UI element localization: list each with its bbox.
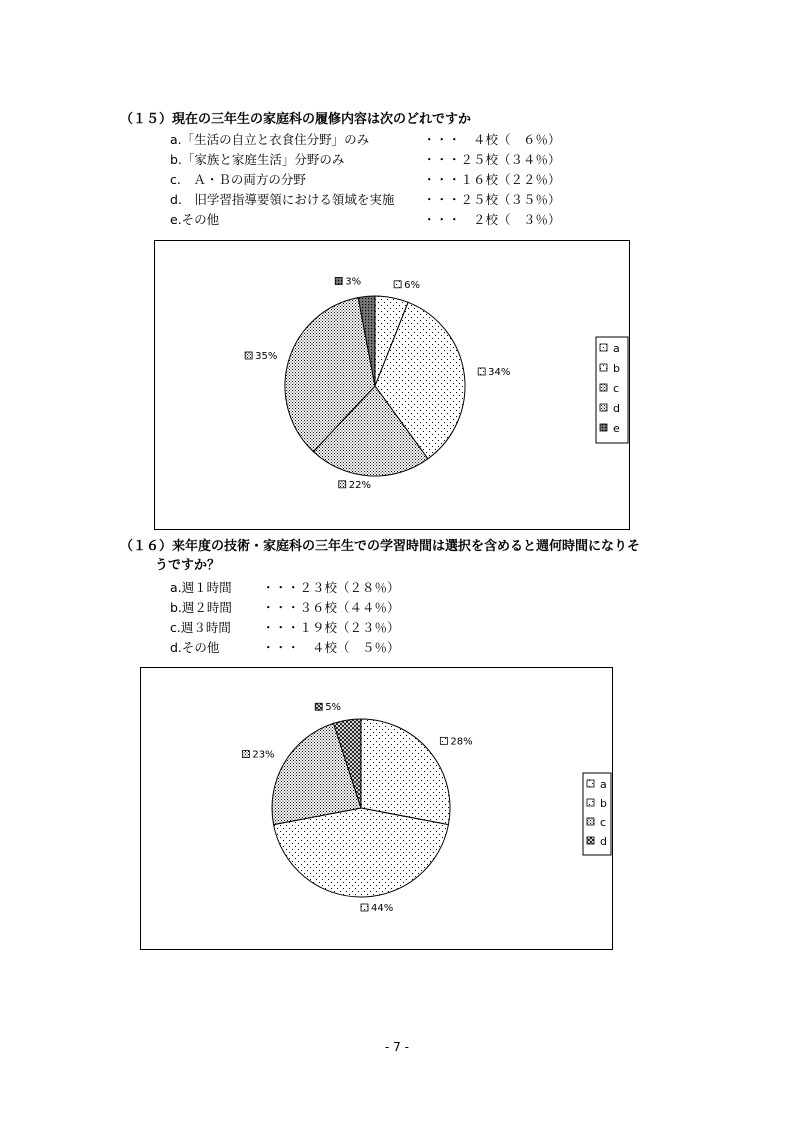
page-number: - 7 - <box>385 1040 409 1054</box>
svg-text:a: a <box>600 778 607 791</box>
list-item <box>170 638 470 658</box>
option-result: ・・・２５校（３５％） <box>423 192 561 207</box>
pie-slice-b <box>274 808 449 897</box>
svg-text:e: e <box>613 422 620 435</box>
q16-options <box>170 578 470 658</box>
q15-pie-chart <box>155 241 629 529</box>
option-label: a.「生活の自立と衣食住分野」のみ <box>170 132 370 147</box>
svg-text:c: c <box>600 816 607 829</box>
list-item <box>170 598 470 618</box>
option-result: ・・・１９校（２３％） <box>262 620 400 635</box>
list-item <box>170 130 590 150</box>
data-label-a <box>394 280 420 291</box>
option-label: e.その他 <box>170 212 220 227</box>
q16-chart <box>140 667 613 950</box>
data-label-c <box>339 480 371 491</box>
svg-text:44%: 44% <box>371 903 394 914</box>
svg-text:3%: 3% <box>345 276 362 288</box>
option-label: a.週１時間 <box>170 580 232 595</box>
list-item <box>170 618 470 638</box>
svg-text:34%: 34% <box>488 366 511 378</box>
option-label: c.週３時間 <box>170 620 231 635</box>
option-label: d. 旧学習指導要領における領域を実施 <box>170 192 395 207</box>
option-result: ・・・ ２校（ ３％） <box>423 212 561 227</box>
q16-title-line1: （１６）来年度の技術・家庭科の三年生での学習時間は選択を含めると週何時間になりそ <box>120 539 641 554</box>
q15-chart <box>154 240 630 530</box>
option-result: ・・・３６校（４４％） <box>262 600 400 615</box>
q15-options <box>170 130 590 230</box>
svg-text:28%: 28% <box>450 736 473 748</box>
list-item <box>170 210 590 230</box>
data-label-b <box>361 903 393 914</box>
data-label-d <box>315 702 341 713</box>
svg-text:d: d <box>613 402 620 415</box>
data-label-c <box>242 750 274 761</box>
data-label-a <box>440 736 472 747</box>
svg-text:22%: 22% <box>348 479 371 491</box>
q16-title-line2: うですか？ <box>155 558 221 573</box>
q16-pie-chart <box>141 668 612 949</box>
data-label-e <box>335 276 361 287</box>
pie-slice-a <box>361 719 450 825</box>
option-label: d.その他 <box>170 640 220 655</box>
option-result: ・・・ ４校（ ５％） <box>262 640 400 655</box>
q15-title: （１５）現在の三年生の家庭科の履修内容は次のどれですか <box>120 112 472 127</box>
svg-text:c: c <box>613 382 620 395</box>
svg-text:a: a <box>613 342 620 355</box>
data-label-b <box>478 367 510 378</box>
list-item <box>170 170 590 190</box>
option-label: b.週２時間 <box>170 600 232 615</box>
option-result: ・・・１６校（２２％） <box>423 172 561 187</box>
chart-legend <box>596 337 628 443</box>
option-label: b.「家族と家庭生活」分野のみ <box>170 152 345 167</box>
svg-text:23%: 23% <box>252 749 275 761</box>
svg-text:b: b <box>613 362 620 375</box>
svg-text:6%: 6% <box>404 279 420 291</box>
list-item <box>170 150 590 170</box>
chart-legend <box>583 773 611 855</box>
svg-text:b: b <box>600 797 607 810</box>
option-result: ・・・２３校（２８％） <box>262 580 400 595</box>
list-item <box>170 578 470 598</box>
svg-text:35%: 35% <box>255 350 278 362</box>
option-result: ・・・ ４校（ ６％） <box>423 132 561 147</box>
svg-text:5%: 5% <box>325 702 342 714</box>
svg-text:d: d <box>600 835 607 848</box>
option-label: c. Ａ・Ｂの両方の分野 <box>170 172 306 187</box>
list-item <box>170 190 590 210</box>
option-result: ・・・２５校（３４％） <box>423 152 561 167</box>
data-label-d <box>245 351 277 362</box>
